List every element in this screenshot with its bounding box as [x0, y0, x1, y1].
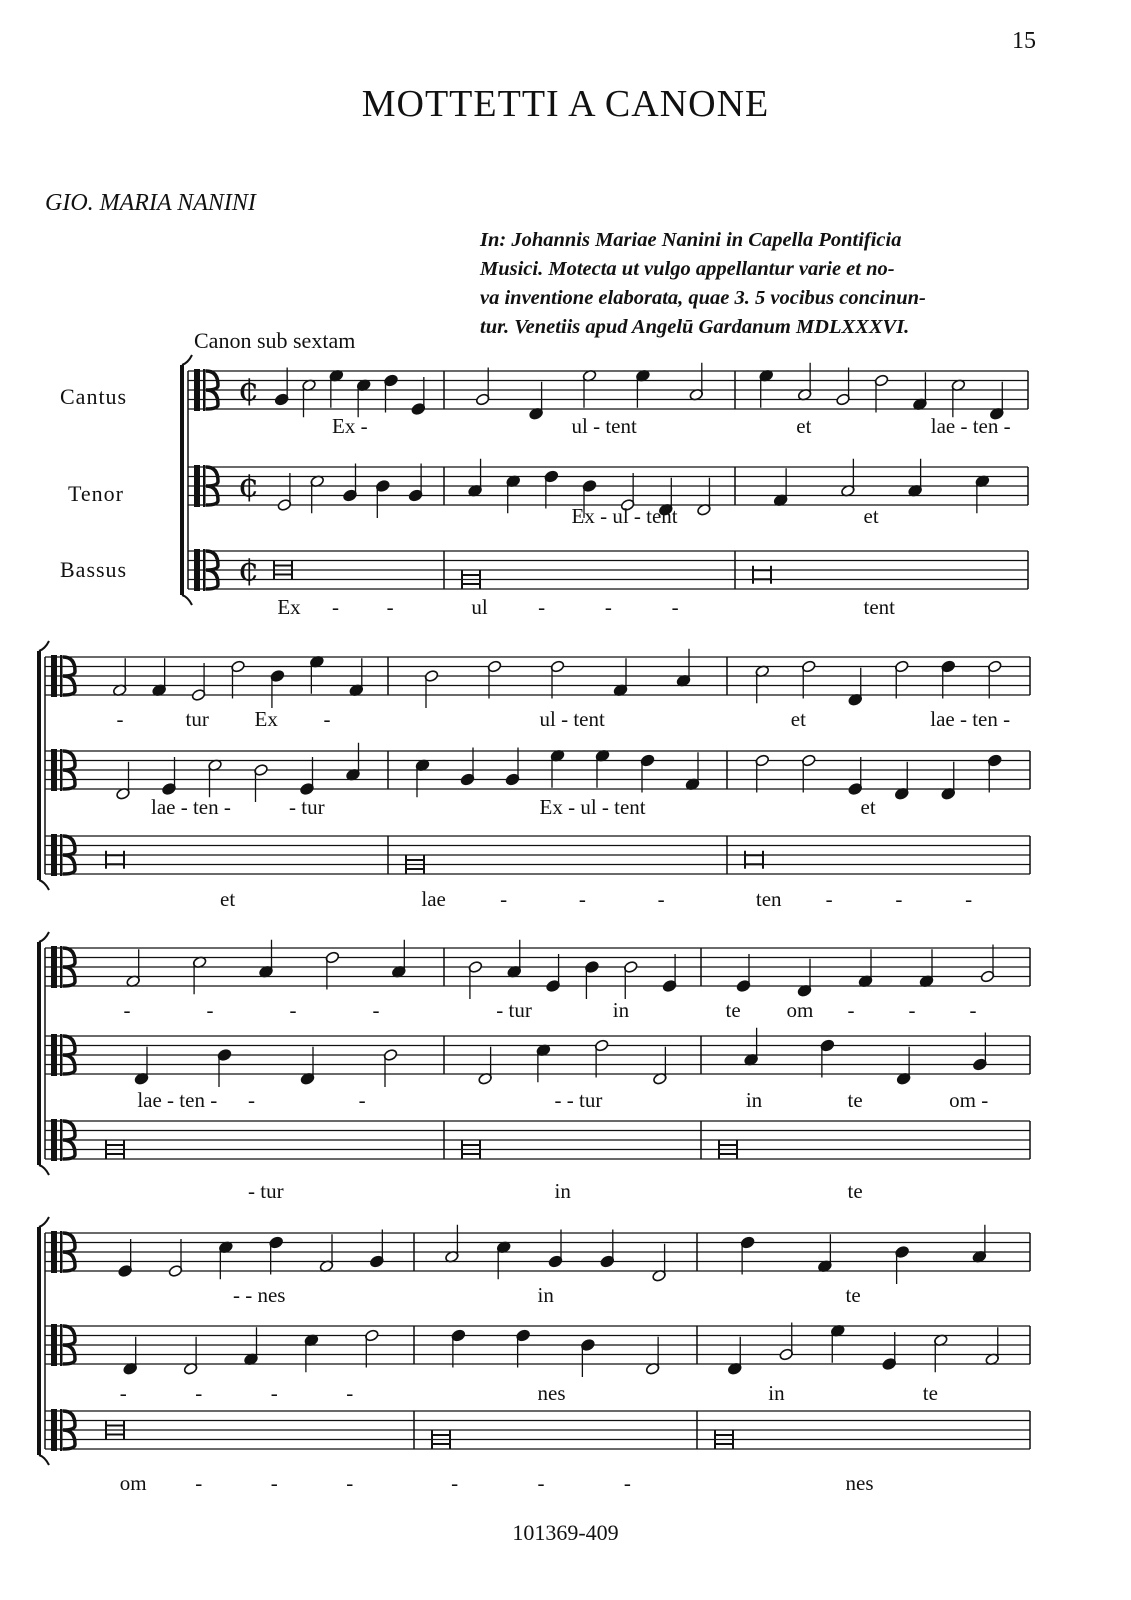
c-clef-icon — [63, 657, 75, 695]
lyric-syllable: ul — [471, 595, 488, 619]
c-clef-icon — [60, 1409, 63, 1451]
lyric-syllable: om — [786, 998, 814, 1022]
lyric-syllable: - tur — [248, 1179, 284, 1203]
source-line: Musici. Motecta ut vulgo appellantur varie et no- — [480, 258, 895, 280]
lyric-syllable: te — [922, 1381, 938, 1405]
lyric-syllable: - — [671, 595, 679, 619]
lyric-syllable: Ex - — [332, 414, 368, 438]
c-clef-icon — [60, 655, 63, 697]
lyric-syllable: ten — [755, 887, 782, 911]
lyric-syllable: tent — [863, 595, 895, 619]
c-clef-icon — [51, 834, 57, 876]
c-clef-icon — [63, 836, 75, 874]
lyric-syllable: - — [358, 1088, 366, 1112]
lyric-syllable: Ex - ul - tent — [571, 504, 678, 528]
lyric-syllable: - — [195, 1381, 203, 1405]
lyric-syllable: om - — [949, 1088, 989, 1112]
lyric-syllable: te — [725, 998, 741, 1022]
c-clef-icon — [60, 1034, 63, 1076]
lyric-syllable: - — [195, 1471, 203, 1495]
lyric-syllable: te — [845, 1283, 861, 1307]
c-clef-icon — [206, 551, 218, 589]
lyric-syllable: et — [796, 414, 812, 438]
c-clef-icon — [60, 946, 63, 988]
lyric-syllable: lae — [421, 887, 446, 911]
c-clef-icon — [63, 948, 75, 986]
c-clef-icon — [51, 1324, 57, 1366]
lyric-syllable: et — [863, 504, 879, 528]
voice-label-bassus: Bassus — [60, 557, 128, 582]
c-clef-icon — [203, 465, 206, 507]
lyric-syllable: - tur — [496, 998, 532, 1022]
lyric-syllable: - — [372, 998, 380, 1022]
lyric-syllable: lae - ten - — [151, 795, 231, 819]
c-clef-icon — [203, 549, 206, 591]
lyric-syllable: lae - ten - — [137, 1088, 218, 1112]
lyric-syllable: - — [451, 1471, 459, 1495]
lyric-syllable: - — [248, 1088, 255, 1112]
c-clef-icon — [51, 1231, 57, 1273]
time-signature: ¢ — [238, 465, 260, 506]
c-clef-icon — [194, 369, 200, 411]
lyric-syllable: - — [537, 1471, 545, 1495]
lyric-syllable: om — [119, 1471, 147, 1495]
breve-note — [753, 570, 771, 579]
c-clef-icon — [60, 1324, 63, 1366]
c-clef-icon — [51, 1119, 57, 1161]
breve-note — [106, 855, 124, 864]
c-clef-icon — [63, 1233, 75, 1271]
c-clef-icon — [51, 749, 57, 791]
breve-note — [745, 855, 763, 864]
voice-label-cantus: Cantus — [60, 384, 128, 409]
lyric-syllable: - — [270, 1471, 278, 1495]
canon-label: Canon sub sextam — [194, 328, 356, 353]
c-clef-icon — [194, 465, 200, 507]
lyric-syllable: - — [847, 998, 855, 1022]
lyric-syllable: tur — [185, 707, 209, 731]
lyric-syllable: - tur — [289, 795, 325, 819]
lyric-syllable: in — [612, 998, 630, 1022]
source-line: tur. Venetiis apud Angelū Gardanum MDLXXXVI. — [480, 316, 910, 338]
c-clef-icon — [51, 946, 57, 988]
lyric-syllable: Ex — [254, 707, 278, 731]
lyric-syllable: - — [969, 998, 977, 1022]
lyric-syllable: - — [825, 887, 833, 911]
lyric-syllable: ul - tent — [539, 707, 605, 731]
c-clef-icon — [51, 1409, 57, 1451]
time-signature: ¢ — [238, 549, 260, 590]
lyric-syllable: te — [847, 1088, 863, 1112]
c-clef-icon — [63, 1121, 75, 1159]
lyric-syllable: lae - ten - — [930, 707, 1011, 731]
voice-label-tenor: Tenor — [68, 481, 124, 506]
page-title: MOTTETTI A CANONE — [361, 83, 770, 125]
lyric-syllable: - — [346, 1471, 354, 1495]
c-clef-icon — [60, 1119, 63, 1161]
lyric-syllable: - — [538, 595, 546, 619]
lyric-syllable: - — [657, 887, 665, 911]
lyric-syllable: nes — [537, 1381, 566, 1405]
lyric-syllable: ul - tent — [571, 414, 637, 438]
c-clef-icon — [51, 655, 57, 697]
lyric-syllable: Ex - ul - tent — [539, 795, 646, 819]
lyric-syllable: - — [908, 998, 916, 1022]
lyric-syllable: in — [537, 1283, 554, 1307]
lyric-syllable: - — [500, 887, 508, 911]
catalog-number: 101369-409 — [512, 1520, 619, 1545]
c-clef-icon — [60, 834, 63, 876]
lyric-syllable: et — [860, 795, 876, 819]
c-clef-icon — [63, 1036, 75, 1074]
lyric-syllable: - - nes — [233, 1283, 286, 1307]
lyric-syllable: - — [123, 998, 131, 1022]
lyric-syllable: et — [220, 887, 236, 911]
c-clef-icon — [194, 549, 200, 591]
lyric-syllable: te — [847, 1179, 863, 1203]
c-clef-icon — [63, 1411, 75, 1449]
c-clef-icon — [63, 1326, 75, 1364]
lyric-syllable: Ex — [277, 595, 301, 619]
c-clef-icon — [51, 1034, 57, 1076]
page-number: 15 — [1012, 28, 1036, 54]
composer-name: GIO. MARIA NANINI — [45, 190, 256, 216]
source-line: va inventione elaborata, quae 3. 5 vocibus concinun- — [480, 287, 926, 309]
time-signature: ¢ — [238, 369, 260, 410]
lyric-syllable: - - tur — [554, 1088, 603, 1112]
c-clef-icon — [203, 369, 206, 411]
lyric-syllable: in — [768, 1381, 785, 1405]
lyric-syllable: - — [116, 707, 124, 731]
lyric-syllable: - — [386, 595, 394, 619]
c-clef-icon — [206, 467, 218, 505]
lyric-syllable: - — [346, 1381, 354, 1405]
lyric-syllable: - — [604, 595, 612, 619]
lyric-syllable: - — [578, 887, 586, 911]
lyric-syllable: in — [554, 1179, 571, 1203]
lyric-syllable: - — [323, 707, 331, 731]
lyric-syllable: - — [119, 1381, 127, 1405]
lyric-syllable: in — [745, 1088, 763, 1112]
c-clef-icon — [60, 1231, 63, 1273]
lyric-syllable: - — [289, 998, 297, 1022]
lyric-syllable: - — [332, 595, 339, 619]
c-clef-icon — [206, 371, 218, 409]
lyric-syllable: et — [790, 707, 806, 731]
lyric-syllable: - — [895, 887, 903, 911]
lyric-syllable: lae - ten - — [930, 414, 1011, 438]
c-clef-icon — [60, 749, 63, 791]
lyric-syllable: - — [270, 1381, 278, 1405]
lyric-syllable: - — [965, 887, 973, 911]
lyric-syllable: - — [206, 998, 214, 1022]
lyric-syllable: nes — [845, 1471, 874, 1495]
source-line: In: Johannis Mariae Nanini in Capella Pontificia — [480, 229, 902, 251]
c-clef-icon — [63, 751, 75, 789]
lyric-syllable: - — [623, 1471, 631, 1495]
